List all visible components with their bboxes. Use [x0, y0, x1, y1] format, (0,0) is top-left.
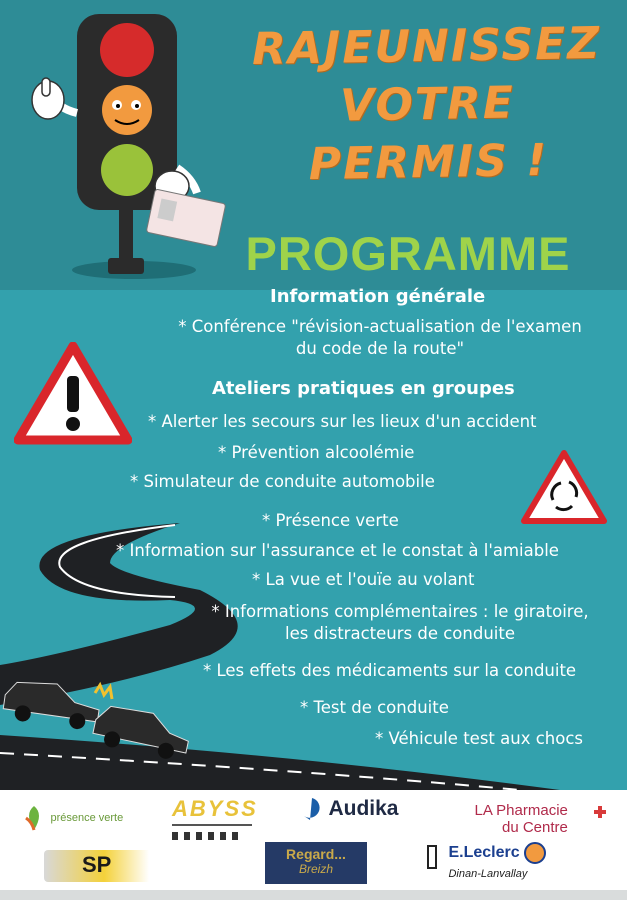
leclerc-text-block	[448, 842, 546, 882]
leclerc-text-line-1: E.Leclerc	[448, 844, 520, 862]
audika-ear-icon	[300, 796, 324, 822]
item-alerter: * Alerter les secours sur les lieux d'un accident	[148, 412, 537, 431]
item-conference-line-2: du code de la route"	[295, 339, 465, 358]
pharmacie-text-line-1: LA Pharmacie	[474, 802, 568, 819]
traffic-light-mascot-icon	[22, 8, 232, 280]
sp-badge-icon	[44, 850, 194, 882]
abyss-text: ABYSS	[172, 796, 258, 821]
item-complementaires-line-2: les distracteurs de conduite	[284, 624, 515, 643]
section-info-generale: Information générale	[270, 286, 486, 307]
item-presence: * Présence verte	[262, 511, 399, 530]
pharmacie-text-line-2: du Centre	[502, 819, 568, 836]
programme-heading: PROGRAMME	[245, 227, 571, 280]
section-ateliers: Ateliers pratiques en groupes	[212, 378, 515, 399]
title-line-3: PERMIS !	[308, 134, 549, 191]
regard-text-line-2: Breizh	[298, 862, 333, 876]
presence-verte-text: présence verte	[50, 812, 124, 824]
item-complementaires-line-1: * Informations complémentaires : le giratoire,	[211, 602, 589, 621]
title-line-2: VOTRE	[339, 77, 516, 132]
item-vehicule: * Véhicule test aux chocs	[375, 729, 584, 748]
logo-pharmacie	[462, 802, 568, 836]
leclerc-emblem-icon	[424, 842, 444, 872]
logo-audika	[300, 796, 398, 822]
bottom-strip	[0, 890, 627, 900]
logo-abyss	[172, 796, 258, 840]
audika-text: Audika	[328, 797, 399, 820]
sponsor-logos	[0, 790, 627, 900]
item-conference-line-1: * Conférence "révision-actualisation de l'examen	[178, 317, 582, 336]
logo-presence-verte	[22, 804, 123, 832]
item-test: * Test de conduite	[300, 698, 449, 717]
regard-text-line-1: Regard...	[286, 846, 346, 862]
presence-verte-leaf-icon	[22, 804, 46, 832]
title-line-1: RAJEUNISSEZ	[251, 17, 602, 76]
sp-text: SP	[82, 852, 112, 877]
item-simulateur: * Simulateur de conduite automobile	[130, 472, 435, 491]
warning-sign-icon	[14, 342, 132, 446]
item-medicaments: * Les effets des médicaments sur la conduite	[203, 661, 577, 680]
item-assurance: * Information sur l'assurance et le constat à l'amiable	[116, 541, 559, 560]
item-conference	[150, 316, 610, 360]
poster-title	[229, 15, 627, 196]
logo-leclerc	[424, 842, 546, 882]
leclerc-circle-icon	[524, 842, 546, 864]
logo-regard-breizh	[265, 842, 367, 884]
abyss-tagline-icon	[172, 824, 252, 826]
logo-sp	[44, 850, 194, 887]
abyss-pictos-icon	[172, 832, 242, 840]
item-complementaires	[190, 601, 610, 645]
pharmacie-cross-icon	[594, 806, 606, 818]
leclerc-text-line-2: Dinan-Lanvallay	[448, 868, 528, 880]
item-alcoolemie: * Prévention alcoolémie	[218, 443, 415, 462]
item-vue: * La vue et l'ouïe au volant	[252, 570, 475, 589]
